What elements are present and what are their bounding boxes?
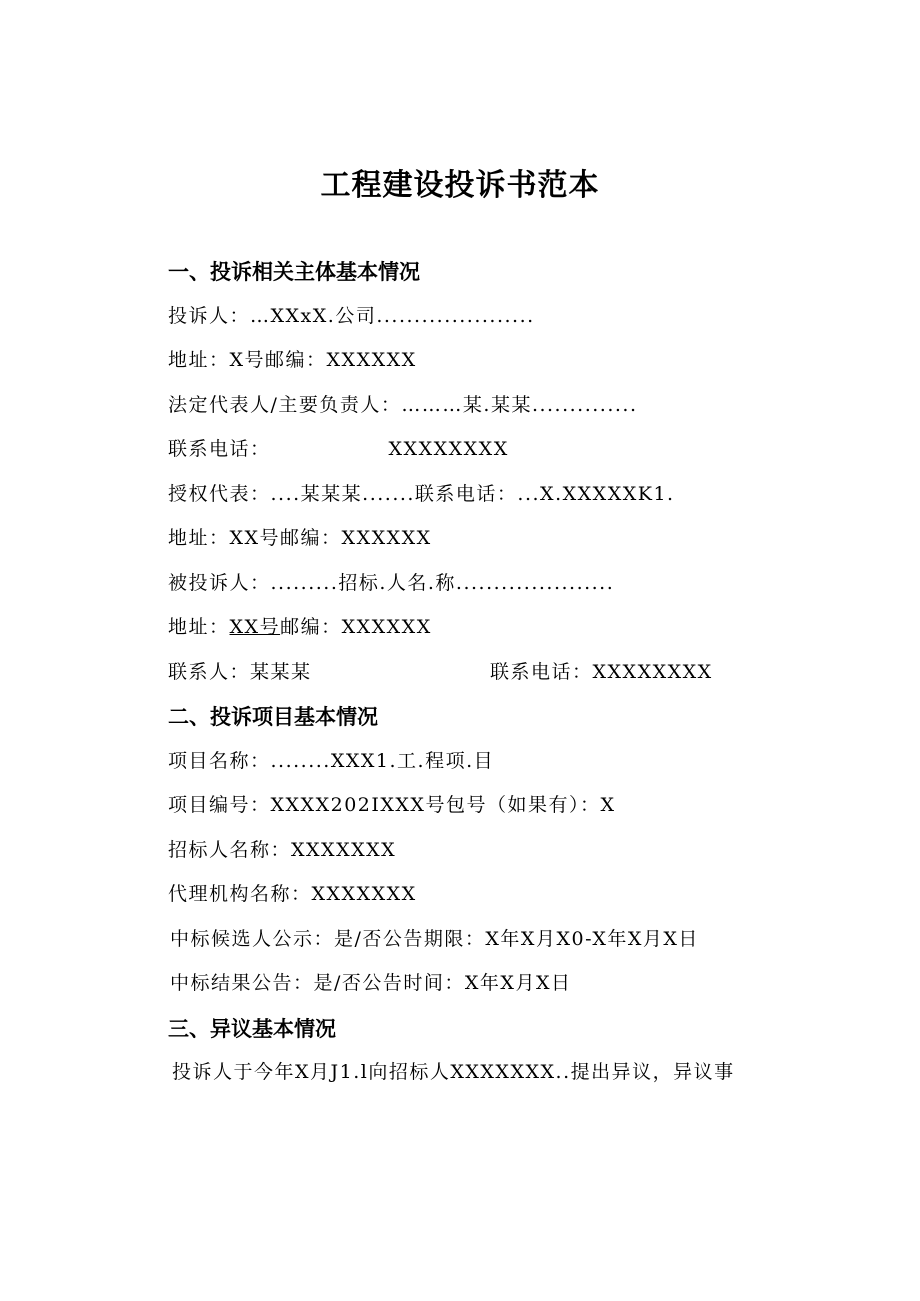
complainant-address-line: 地址：X号邮编：XXXXXX (168, 349, 417, 371)
objection-paragraph: 投诉人于今年X月J1.l向招标人XXXXXXX..提出异议，异议事 (172, 1061, 735, 1083)
respondent-contact-line (168, 657, 312, 684)
contact-person: 联系人：某某某 (168, 661, 312, 683)
respondent-address-underlined: XX号 (229, 616, 281, 638)
document-title: 工程建设投诉书范本 (320, 168, 600, 203)
respondent-address-suffix: 邮编：XXXXXX (280, 616, 432, 638)
section3-heading: 三、异议基本情况 (168, 1017, 336, 1041)
project-number-line: 项目编号：XXXX202IXXX号包号（如果有）：X (168, 794, 616, 816)
project-name-line: 项目名称：........XXX1.工.程项.目 (168, 750, 495, 772)
respondent-address-prefix: 地址： (168, 616, 230, 638)
section1-heading: 一、投诉相关主体基本情况 (168, 260, 420, 284)
respondent-line: 被投诉人：.........招标.人名.称..................... (168, 572, 615, 594)
tenderer-name-line: 招标人名称：XXXXXXX (168, 839, 397, 861)
respondent-contact-phone: 联系电话：XXXXXXXX (490, 661, 713, 683)
authorized-representative-line: 授权代表：....某某某.......联系电话：...X.XXXXXK1. (168, 483, 675, 505)
agency-name-line: 代理机构名称：XXXXXXX (168, 883, 417, 905)
contact-phone-value: XXXXXXXX (388, 438, 509, 460)
result-notice-line: 中标结果公告：是/否公告时间：X年X月X日 (170, 972, 572, 994)
contact-phone-line (168, 434, 509, 461)
section2-heading: 二、投诉项目基本情况 (168, 705, 378, 729)
legal-representative-line: 法定代表人/主要负责人：………某.某某.............. (168, 394, 638, 416)
complainant-line: 投诉人：…XXxX.公司..................... (168, 305, 535, 327)
contact-phone-label: 联系电话： (168, 438, 271, 460)
authorized-address-line: 地址：XX号邮编：XXXXXX (168, 527, 432, 549)
candidate-notice-line: 中标候选人公示：是/否公告期限：X年X月X0-X年X月X日 (170, 928, 699, 950)
respondent-address-line (168, 612, 432, 639)
